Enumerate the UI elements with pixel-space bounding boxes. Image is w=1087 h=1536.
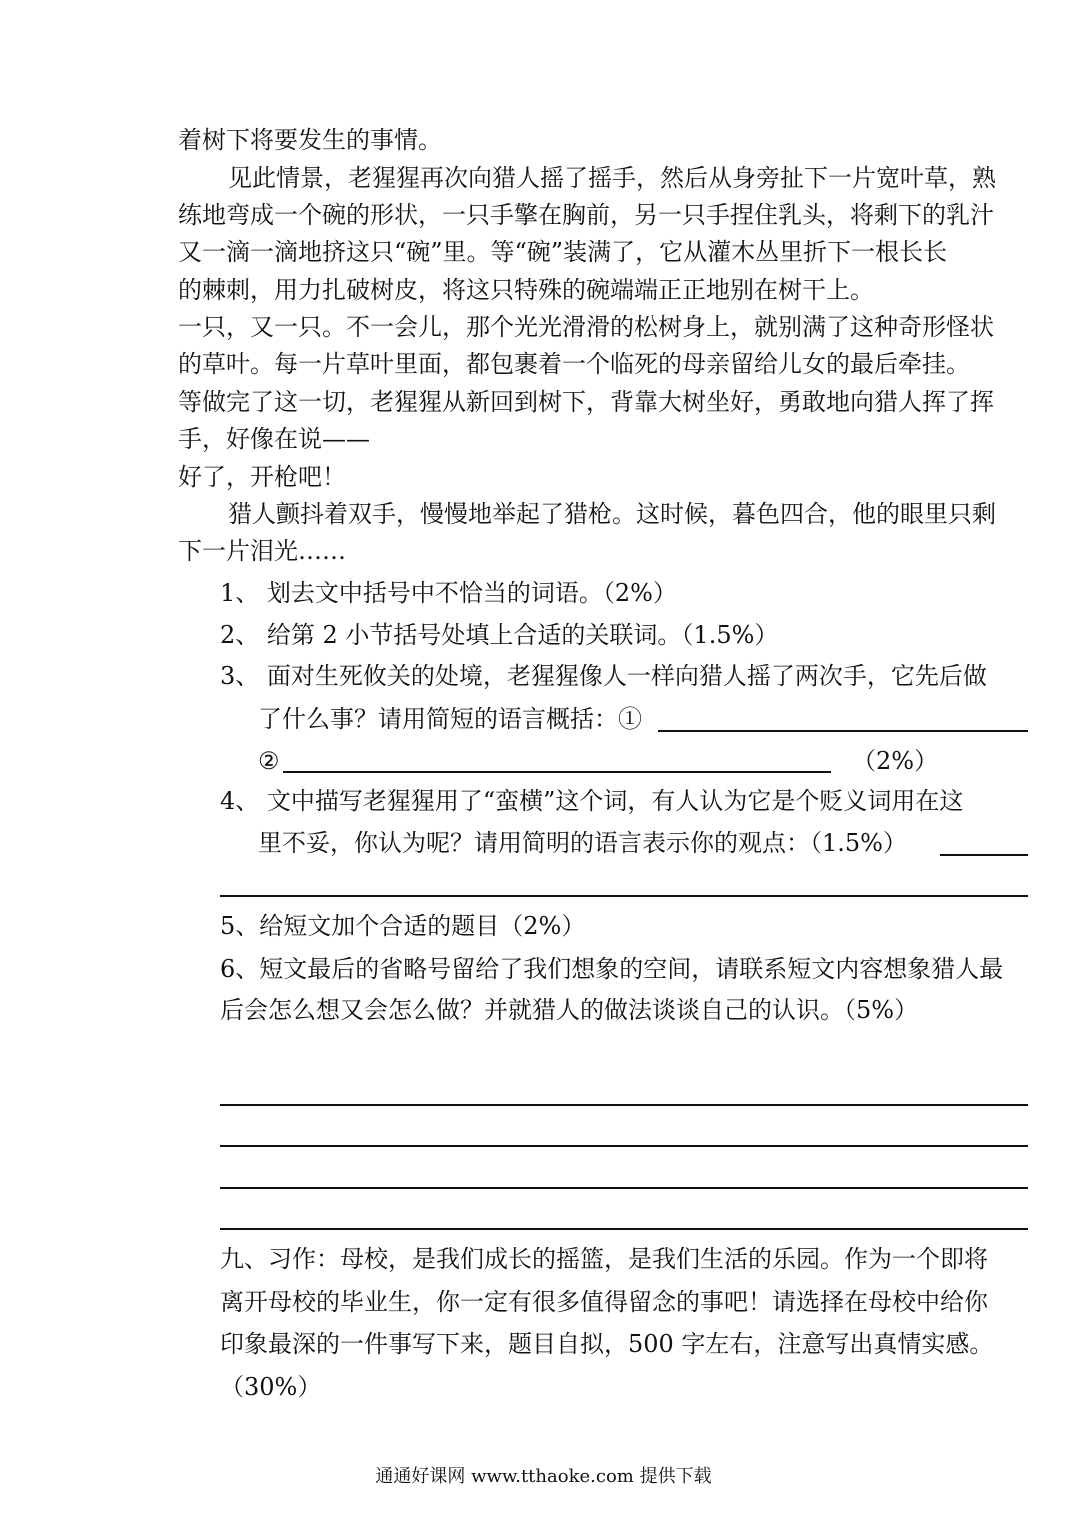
passage-line-5: 的棘刺，用力扎破树皮，将这只特殊的碗端端正正地别在树干上。: [178, 276, 874, 304]
essay-line-1: 九、习作：母校，是我们成长的摇篮，是我们生活的乐园。作为一个即将: [220, 1245, 988, 1273]
question-5: 5、给短文加个合适的题目（2%）: [220, 912, 586, 940]
answer-line-q6-1[interactable]: [220, 1104, 1028, 1106]
passage-line-3: 练地弯成一个碗的形状，一只手擎在胸前，另一只手捏住乳头，将剩下的乳汁: [178, 201, 994, 229]
question-3-line-2: 了什么事？请用简短的语言概括：①: [258, 705, 642, 733]
question-4-line-1: 4、 文中描写老猩猩用了“蛮横”这个词，有人认为它是个贬义词用在这: [220, 787, 964, 815]
passage-line-10: 好了，开枪吧！: [178, 463, 346, 491]
passage-line-2: 见此情景，老猩猩再次向猎人摇了摇手，然后从身旁扯下一片宽叶草，熟: [228, 164, 996, 192]
passage-line-6: 一只，又一只。不一会儿，那个光光滑滑的松树身上，就别满了这种奇形怪状: [178, 313, 994, 341]
question-6-line-1: 6、短文最后的省略号留给了我们想象的空间，请联系短文内容想象猎人最: [220, 955, 1004, 983]
question-2: 2、 给第 2 小节括号处填上合适的关联词。（1.5%）: [220, 621, 779, 649]
question-3-line-3-marker: ②: [258, 747, 280, 775]
answer-line-q6-3[interactable]: [220, 1187, 1028, 1189]
passage-line-9: 手，好像在说——: [178, 425, 370, 453]
passage-line-1: 着树下将要发生的事情。: [178, 126, 442, 154]
question-1: 1、 划去文中括号中不恰当的词语。（2%）: [220, 579, 677, 607]
answer-line-q6-2[interactable]: [220, 1145, 1028, 1147]
answer-line-q3-2[interactable]: [283, 771, 831, 773]
essay-line-4: （30%）: [220, 1373, 322, 1401]
passage-line-4: 又一滴一滴地挤这只“碗”里。等“碗”装满了，它从灌木丛里折下一根长长: [178, 238, 948, 266]
passage-line-11: 猎人颤抖着双手，慢慢地举起了猎枪。这时候，暮色四合，他的眼里只剩: [228, 500, 996, 528]
passage-line-7: 的草叶。每一片草叶里面，都包裹着一个临死的母亲留给儿女的最后牵挂。: [178, 350, 970, 378]
question-4-line-2: 里不妥，你认为呢？请用简明的语言表示你的观点：（1.5%）: [258, 829, 907, 857]
answer-line-q4-2[interactable]: [220, 895, 1028, 897]
essay-line-2: 离开母校的毕业生，你一定有很多值得留念的事吧！请选择在母校中给你: [220, 1288, 988, 1316]
passage-line-8: 等做完了这一切，老猩猩从新回到树下，背靠大树坐好，勇敢地向猎人挥了挥: [178, 388, 994, 416]
page-footer: 通通好课网 www.tthaoke.com 提供下载: [375, 1466, 712, 1487]
answer-line-q4-1[interactable]: [940, 854, 1028, 856]
essay-line-3: 印象最深的一件事写下来，题目自拟，500 字左右，注意写出真情实感。: [220, 1330, 994, 1358]
answer-line-q6-4[interactable]: [220, 1228, 1028, 1230]
answer-line-q3-1[interactable]: [658, 730, 1028, 732]
question-6-line-2: 后会怎么想又会怎么做？并就猎人的做法谈谈自己的认识。（5%）: [220, 996, 919, 1024]
passage-line-12: 下一片泪光……: [178, 537, 346, 565]
question-3-line-1: 3、 面对生死攸关的处境，老猩猩像人一样向猎人摇了两次手，它先后做: [220, 662, 987, 690]
question-3-score: （2%）: [852, 747, 939, 775]
